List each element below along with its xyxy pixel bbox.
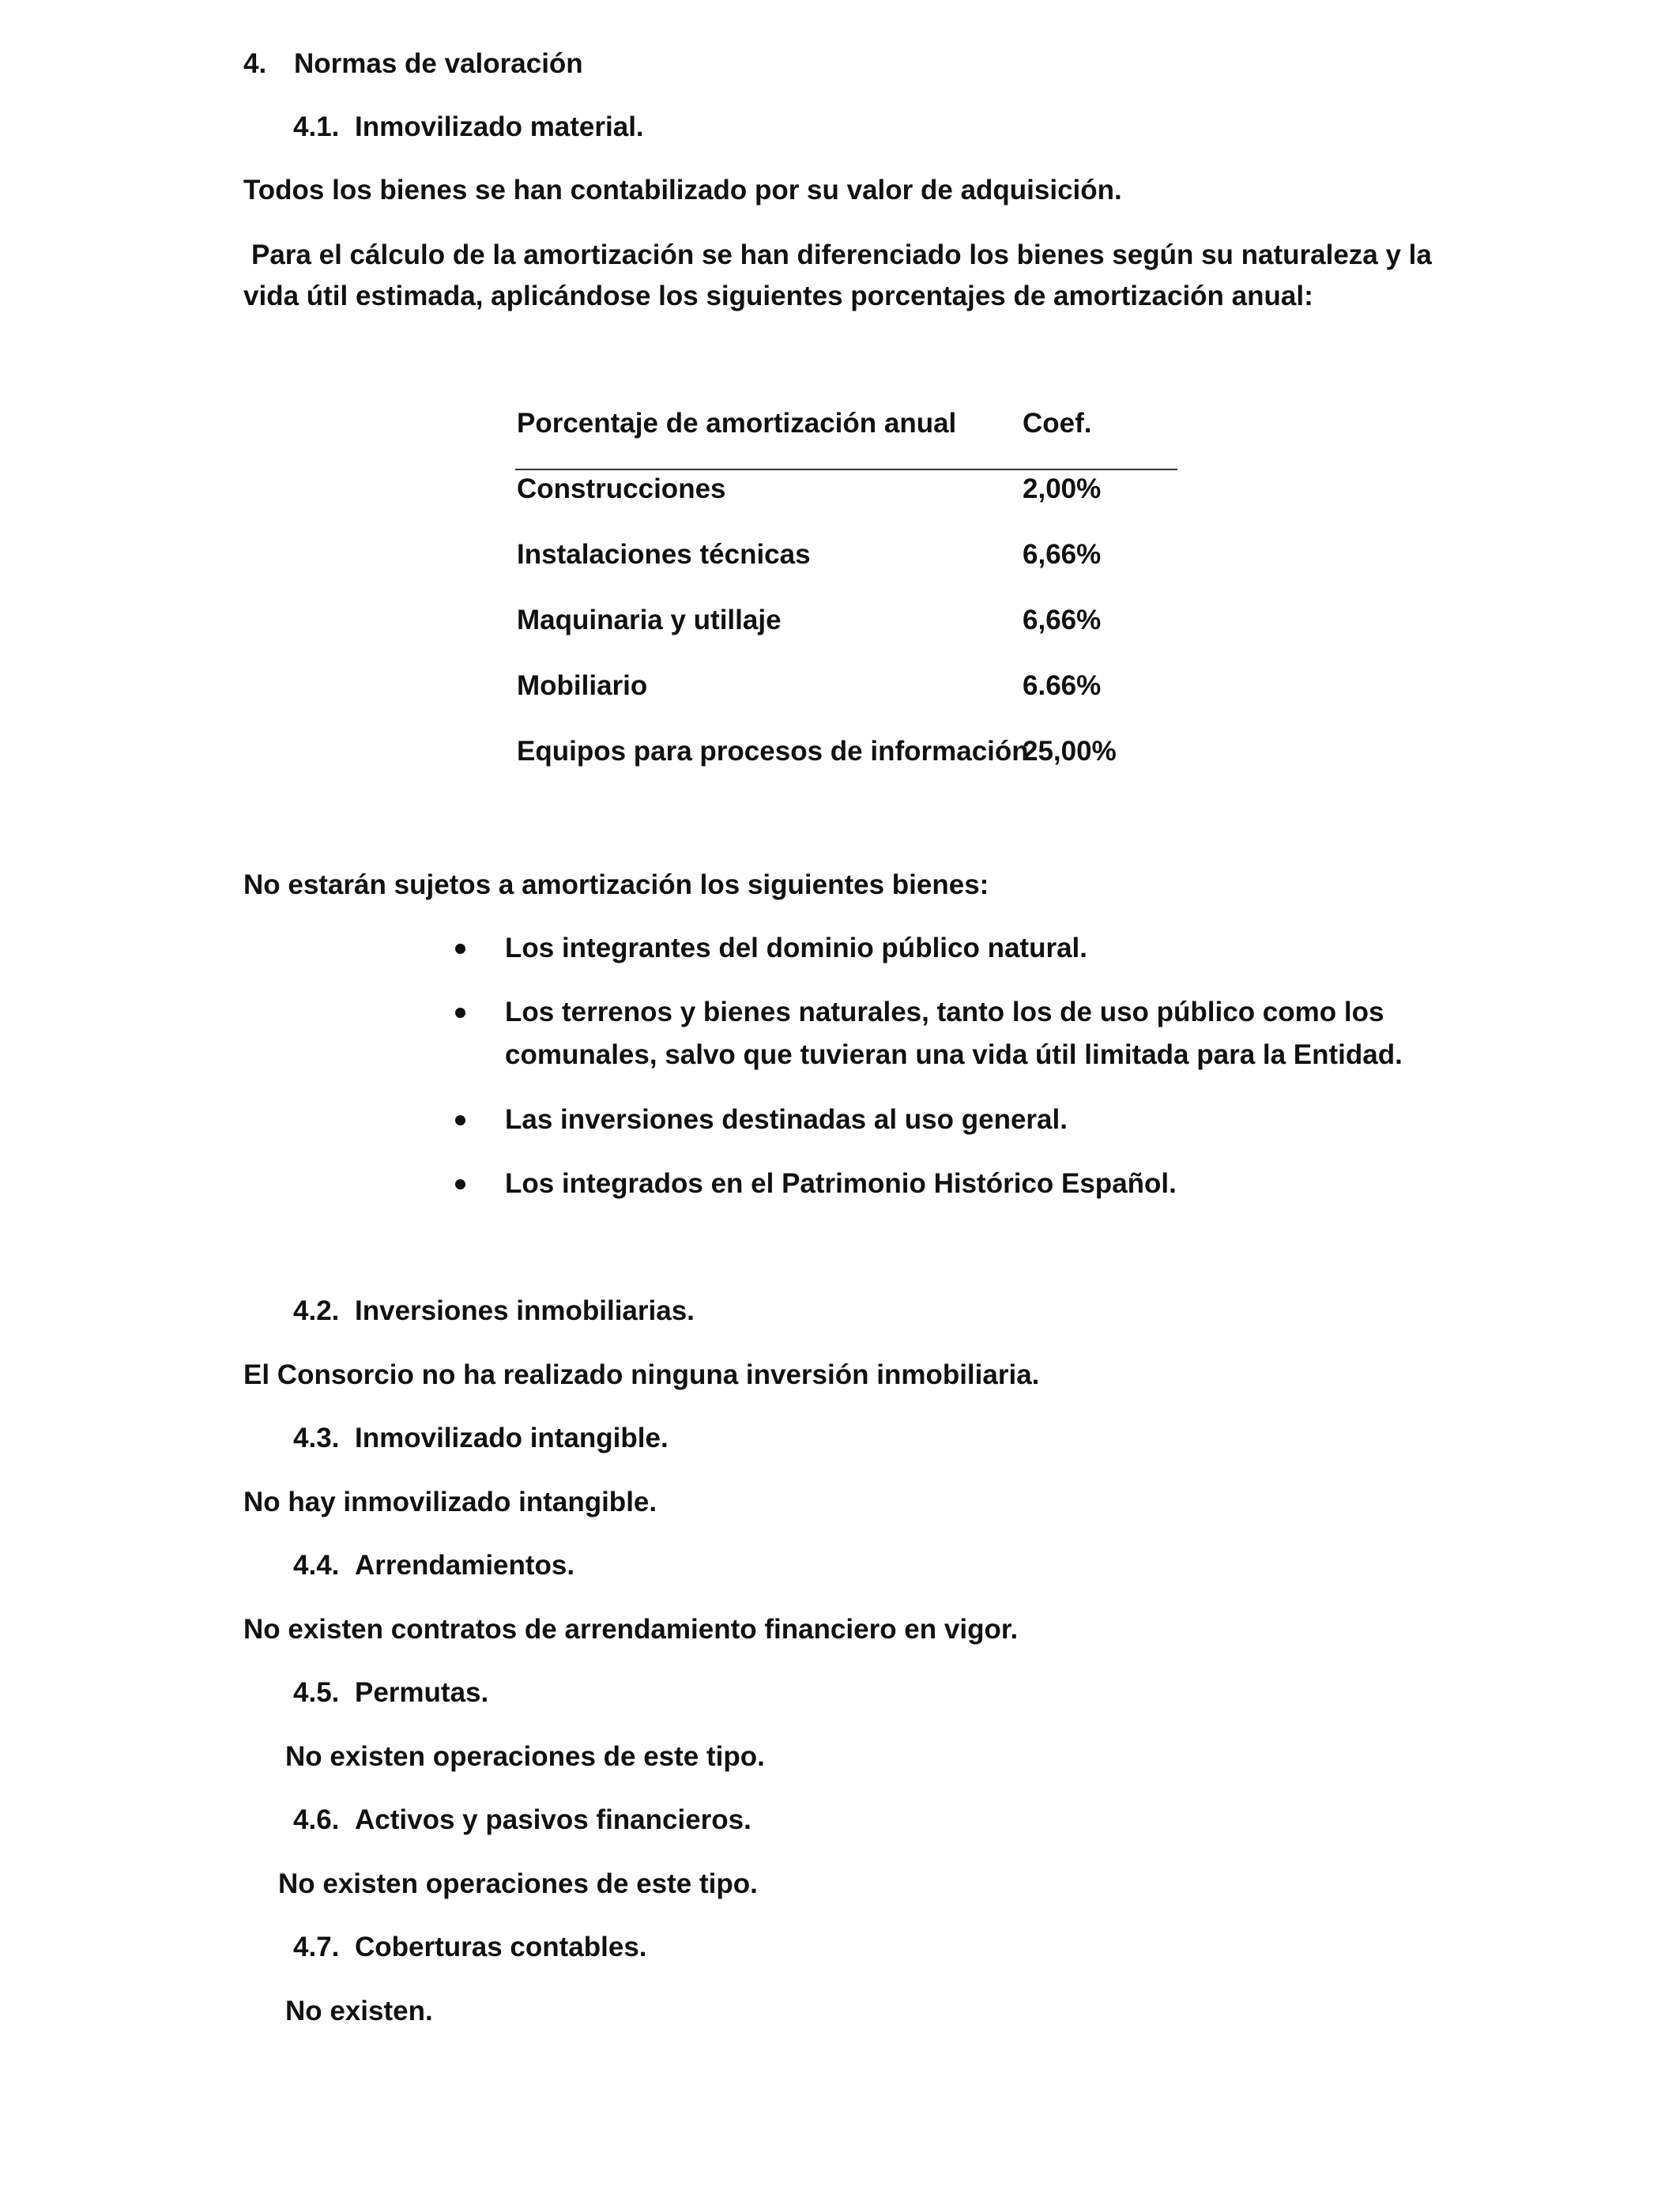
- table-header-rule: [515, 469, 1177, 470]
- subsection-4-2-text: El Consorcio no ha realizado ninguna inversión inmobiliaria.: [243, 1359, 1040, 1390]
- subsection-4-1-heading: [293, 113, 644, 141]
- subsection-4-4-text: No existen contratos de arrendamiento financiero en vigor.: [243, 1614, 1019, 1645]
- table-row-coef: 2,00%: [1023, 473, 1102, 504]
- subsection-4-6-text: No existen operaciones de este tipo.: [278, 1868, 758, 1899]
- subsection-number: 4.3.: [293, 1423, 340, 1453]
- section-4-heading: [243, 50, 583, 77]
- subsection-4-3-text: No hay inmovilizado intangible.: [243, 1487, 657, 1517]
- table-row-coef: 6,66%: [1023, 605, 1102, 635]
- table-header-concept: Porcentaje de amortización anual: [517, 408, 957, 439]
- subsection-title: Inmovilizado material.: [355, 111, 644, 142]
- list-item: Los integrantes del dominio público natural.: [505, 933, 1087, 963]
- subsection-number: 4.2.: [293, 1295, 340, 1326]
- table-row-coef: 6,66%: [1023, 539, 1102, 570]
- subsection-4-5-text: No existen operaciones de este tipo.: [285, 1741, 765, 1772]
- subsection-title: Inversiones inmobiliarias.: [355, 1295, 695, 1326]
- section-number: 4.: [243, 48, 267, 79]
- table-row-concept: Construcciones: [517, 473, 726, 504]
- subsection-number: 4.5.: [293, 1677, 340, 1708]
- bullet-icon: [455, 1179, 465, 1189]
- subsection-number: 4.6.: [293, 1804, 340, 1835]
- table-row-concept: Maquinaria y utillaje: [517, 605, 782, 635]
- subsection-number: 4.1.: [293, 111, 340, 142]
- paragraph-amortization-line-1: Para el cálculo de la amortización se han diferenciado los bienes según su naturaleza y la: [251, 239, 1432, 270]
- subsection-number: 4.7.: [293, 1932, 340, 1962]
- bullet-icon: [455, 944, 465, 954]
- table-row-concept: Equipos para procesos de información: [517, 736, 1029, 767]
- bullet-icon: [455, 1008, 465, 1018]
- table-header-coef: Coef.: [1023, 408, 1092, 439]
- subsection-4-7-heading: [293, 1933, 647, 1961]
- subsection-4-7-text: No existen.: [285, 1996, 433, 2026]
- list-item: Las inversiones destinadas al uso general.: [505, 1104, 1068, 1135]
- table-row-coef: 6.66%: [1023, 670, 1102, 701]
- subsection-title: Inmovilizado intangible.: [355, 1423, 669, 1453]
- subsection-4-2-heading: [293, 1297, 695, 1325]
- subsection-4-3-heading: [293, 1424, 669, 1452]
- exempt-assets-intro: No estarán sujetos a amortización los siguientes bienes:: [243, 869, 989, 900]
- subsection-4-5-heading: [293, 1679, 488, 1706]
- table-row-coef: 25,00%: [1023, 736, 1117, 767]
- subsection-title: Activos y pasivos financieros.: [355, 1804, 751, 1835]
- list-item-continuation: comunales, salvo que tuvieran una vida útil limitada para la Entidad.: [505, 1039, 1403, 1070]
- paragraph-acquisition-value: Todos los bienes se han contabilizado por su valor de adquisición.: [243, 175, 1122, 205]
- subsection-number: 4.4.: [293, 1550, 340, 1581]
- table-row-concept: Mobiliario: [517, 670, 648, 701]
- section-title: Normas de valoración: [294, 48, 583, 79]
- subsection-title: Coberturas contables.: [355, 1932, 647, 1962]
- list-item: Los terrenos y bienes naturales, tanto los de uso público como los: [505, 997, 1384, 1027]
- subsection-4-4-heading: [293, 1551, 574, 1579]
- subsection-title: Arrendamientos.: [355, 1550, 575, 1581]
- subsection-4-6-heading: [293, 1806, 751, 1834]
- table-row-concept: Instalaciones técnicas: [517, 539, 811, 570]
- bullet-icon: [455, 1115, 465, 1125]
- paragraph-amortization-line-2: vida útil estimada, aplicándose los siguientes porcentajes de amortización anual:: [243, 281, 1313, 311]
- list-item: Los integrados en el Patrimonio Histórico Español.: [505, 1168, 1177, 1199]
- subsection-title: Permutas.: [355, 1677, 489, 1708]
